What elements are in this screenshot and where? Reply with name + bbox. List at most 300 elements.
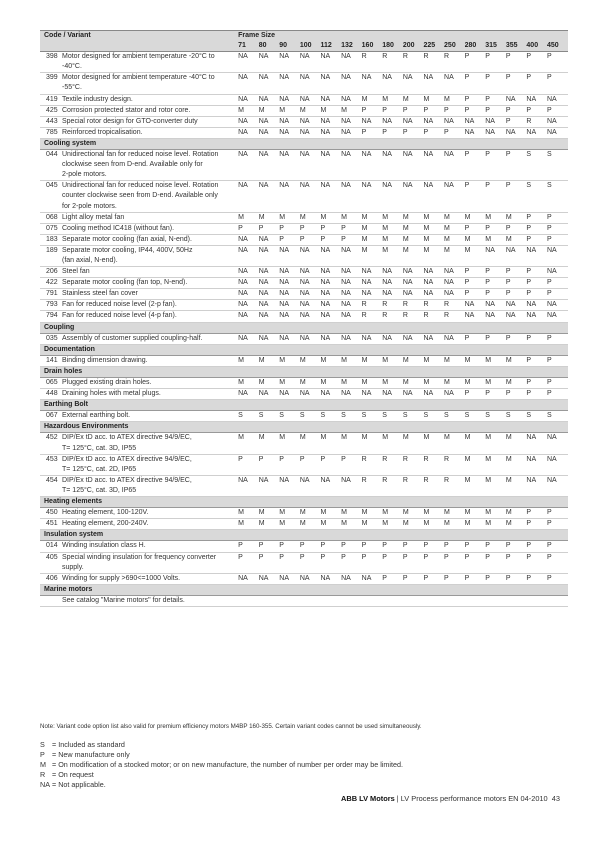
- table-row: [40, 94, 568, 105]
- availability-cell: [300, 486, 321, 497]
- availability-cell: P: [547, 333, 568, 344]
- availability-cell: S: [279, 411, 300, 422]
- availability-cell: [320, 563, 341, 574]
- availability-cell: P: [464, 53, 470, 61]
- variant-code: [40, 465, 62, 476]
- table-row: [40, 465, 568, 476]
- table-row: [40, 170, 568, 181]
- variant-description: Fan for reduced noise level (2-p fan).: [62, 300, 238, 311]
- availability-cell: [485, 256, 506, 267]
- availability-cell: [300, 202, 321, 213]
- section-row: [40, 497, 568, 508]
- variant-description: -40°C.: [62, 62, 238, 73]
- availability-cell: [526, 563, 547, 574]
- availability-cell: [320, 191, 341, 201]
- variant-code: [40, 170, 62, 181]
- availability-cell: NA: [444, 333, 465, 344]
- availability-cell: S: [300, 411, 321, 422]
- availability-cell: [279, 202, 300, 213]
- availability-cell: M: [362, 223, 383, 234]
- availability-cell: P: [547, 573, 568, 584]
- availability-cell: [403, 62, 424, 73]
- frame-size-80: 80: [259, 41, 280, 52]
- availability-cell: NA: [526, 300, 547, 311]
- availability-cell: P: [526, 289, 547, 300]
- availability-cell: M: [444, 246, 450, 254]
- availability-cell: [423, 465, 444, 476]
- availability-cell: [465, 486, 486, 497]
- availability-cell: M: [423, 94, 444, 105]
- availability-cell: [382, 256, 403, 267]
- availability-cell: NA: [300, 278, 321, 289]
- availability-cell: M: [403, 212, 424, 223]
- availability-cell: [320, 160, 341, 170]
- availability-cell: NA: [238, 151, 248, 159]
- availability-cell: NA: [423, 74, 434, 82]
- availability-cell: [547, 444, 568, 455]
- availability-cell: NA: [259, 94, 280, 105]
- table-row: [40, 223, 568, 234]
- availability-cell: M: [382, 94, 403, 105]
- section-row: [40, 366, 568, 377]
- table-row: [40, 541, 568, 552]
- availability-cell: P: [506, 278, 527, 289]
- availability-cell: P: [526, 519, 547, 530]
- availability-cell: P: [320, 455, 326, 463]
- availability-cell: P: [485, 573, 506, 584]
- availability-cell: R: [423, 476, 429, 484]
- availability-cell: [547, 486, 568, 497]
- table-row: [40, 116, 568, 127]
- frame-size-100: 100: [300, 41, 321, 52]
- availability-cell: P: [279, 455, 284, 463]
- availability-cell: [465, 256, 486, 267]
- availability-cell: P: [547, 378, 568, 389]
- table-row: [40, 311, 568, 322]
- availability-cell: NA: [300, 289, 321, 300]
- availability-cell: [444, 62, 465, 73]
- availability-cell: NA: [362, 333, 383, 344]
- variant-code: 399: [46, 74, 58, 82]
- variant-code: [40, 486, 62, 497]
- legend-key: M: [40, 760, 46, 769]
- variant-description: Winding insulation class H.: [62, 541, 238, 552]
- availability-cell: M: [465, 212, 486, 223]
- availability-cell: P: [279, 553, 284, 561]
- availability-cell: [465, 563, 486, 574]
- availability-cell: P: [526, 333, 547, 344]
- variant-description: T= 125°C, cat. 3D, IP55: [62, 444, 238, 455]
- availability-cell: NA: [258, 53, 269, 61]
- availability-cell: [423, 191, 444, 201]
- availability-cell: P: [402, 553, 408, 561]
- availability-cell: NA: [238, 246, 248, 254]
- section-title: Earthing Bolt: [40, 400, 568, 411]
- availability-cell: P: [547, 519, 568, 530]
- availability-cell: [547, 202, 568, 213]
- availability-cell: NA: [238, 333, 259, 344]
- availability-cell: NA: [547, 246, 557, 254]
- availability-cell: P: [238, 553, 243, 561]
- availability-cell: [423, 160, 444, 170]
- frame-size-450: 450: [547, 41, 568, 52]
- availability-cell: NA: [547, 455, 557, 463]
- frame-size-90: 90: [279, 41, 300, 52]
- availability-cell: NA: [320, 74, 331, 82]
- availability-cell: [526, 160, 547, 170]
- availability-cell: P: [547, 234, 568, 245]
- availability-cell: NA: [403, 289, 424, 300]
- availability-cell: [238, 465, 259, 476]
- variant-code-table: [40, 30, 568, 607]
- availability-cell: NA: [300, 267, 321, 278]
- availability-cell: [279, 160, 300, 170]
- availability-cell: NA: [506, 300, 527, 311]
- availability-cell: NA: [299, 182, 310, 190]
- availability-cell: [403, 465, 424, 476]
- availability-cell: M: [485, 378, 506, 389]
- availability-cell: NA: [485, 300, 506, 311]
- frame-size-header: Frame Size: [238, 31, 568, 42]
- availability-cell: NA: [258, 74, 269, 82]
- availability-cell: M: [341, 519, 362, 530]
- table-row: [40, 191, 568, 201]
- availability-cell: NA: [382, 151, 392, 159]
- availability-cell: NA: [465, 127, 486, 138]
- variant-code: 206: [40, 267, 62, 278]
- availability-cell: P: [547, 289, 568, 300]
- footer-title: LV Process performance motors EN 04-2010: [400, 794, 548, 803]
- availability-cell: P: [423, 553, 429, 561]
- variant-code: [40, 563, 62, 574]
- availability-cell: [238, 444, 259, 455]
- availability-cell: M: [238, 212, 259, 223]
- availability-cell: [341, 83, 362, 94]
- availability-cell: [362, 563, 383, 574]
- availability-cell: R: [423, 53, 429, 61]
- availability-cell: P: [464, 151, 470, 159]
- availability-cell: NA: [423, 278, 444, 289]
- availability-cell: P: [382, 127, 403, 138]
- availability-cell: P: [403, 105, 424, 116]
- availability-cell: NA: [444, 267, 465, 278]
- availability-cell: NA: [402, 182, 413, 190]
- availability-cell: P: [547, 105, 568, 116]
- availability-cell: R: [362, 300, 383, 311]
- availability-cell: M: [506, 212, 527, 223]
- availability-cell: [444, 191, 465, 201]
- page-footer: [341, 794, 560, 803]
- availability-cell: S: [362, 411, 383, 422]
- availability-cell: [382, 191, 403, 201]
- availability-cell: P: [465, 333, 486, 344]
- availability-cell: R: [423, 455, 429, 463]
- availability-cell: [320, 202, 341, 213]
- availability-cell: [485, 563, 506, 574]
- table-row: [40, 212, 568, 223]
- availability-cell: [341, 62, 362, 73]
- availability-cell: P: [300, 234, 321, 245]
- availability-cell: NA: [258, 476, 269, 484]
- availability-cell: S: [485, 411, 506, 422]
- availability-cell: P: [526, 553, 532, 561]
- availability-cell: M: [238, 355, 259, 366]
- variant-code: [40, 595, 62, 606]
- availability-cell: M: [279, 519, 300, 530]
- variant-description: -55°C.: [62, 83, 238, 94]
- availability-cell: P: [382, 553, 387, 561]
- variant-code: 422: [40, 278, 62, 289]
- table-row: [40, 475, 568, 486]
- availability-cell: [279, 563, 300, 574]
- availability-cell: M: [362, 212, 383, 223]
- availability-cell: NA: [300, 94, 321, 105]
- availability-cell: NA: [382, 116, 403, 127]
- variant-description: T= 125°C, cat. 3D, IP65: [62, 486, 238, 497]
- legend-text: = On request: [52, 770, 94, 779]
- availability-cell: [320, 465, 341, 476]
- availability-cell: [259, 191, 280, 201]
- availability-cell: NA: [444, 151, 454, 159]
- availability-cell: NA: [320, 311, 341, 322]
- table-row: [40, 150, 568, 161]
- table-row: [40, 300, 568, 311]
- availability-cell: [362, 170, 383, 181]
- frame-size-355: 355: [506, 41, 527, 52]
- availability-cell: NA: [526, 127, 547, 138]
- variant-code: 453: [46, 455, 58, 463]
- availability-cell: R: [423, 311, 444, 322]
- availability-cell: M: [423, 508, 444, 519]
- availability-cell: M: [506, 234, 527, 245]
- variant-code: 785: [40, 127, 62, 138]
- availability-cell: P: [547, 74, 552, 82]
- availability-cell: NA: [362, 573, 383, 584]
- variant-code: 044: [46, 151, 58, 159]
- table-row: [40, 52, 568, 63]
- availability-cell: M: [505, 455, 512, 463]
- availability-cell: P: [403, 573, 424, 584]
- availability-cell: S: [526, 182, 532, 190]
- availability-cell: [341, 202, 362, 213]
- variant-description: Textile industry design.: [62, 94, 238, 105]
- frame-size-280: 280: [465, 41, 486, 52]
- availability-cell: NA: [238, 300, 259, 311]
- availability-cell: NA: [526, 455, 537, 463]
- legend-key: P: [40, 750, 45, 759]
- availability-cell: P: [279, 541, 300, 552]
- variant-code: 425: [40, 105, 62, 116]
- availability-cell: M: [403, 519, 424, 530]
- availability-cell: [506, 563, 527, 574]
- section-row: [40, 584, 568, 595]
- availability-cell: NA: [341, 333, 362, 344]
- availability-cell: P: [485, 267, 506, 278]
- availability-cell: P: [505, 151, 511, 159]
- availability-cell: NA: [485, 116, 506, 127]
- availability-cell: M: [259, 519, 280, 530]
- availability-cell: S: [526, 151, 532, 159]
- table-row: [40, 256, 568, 267]
- frame-size-71: 71: [238, 41, 259, 52]
- availability-cell: [403, 444, 424, 455]
- availability-cell: [485, 486, 506, 497]
- variant-code: 183: [40, 234, 62, 245]
- availability-cell: [300, 256, 321, 267]
- variant-code: 068: [40, 212, 62, 223]
- availability-cell: P: [506, 289, 527, 300]
- availability-cell: NA: [238, 573, 259, 584]
- availability-cell: [465, 202, 486, 213]
- availability-cell: R: [382, 53, 388, 61]
- availability-cell: NA: [320, 267, 341, 278]
- availability-cell: [259, 160, 280, 170]
- availability-cell: P: [506, 116, 527, 127]
- availability-cell: NA: [341, 182, 351, 190]
- availability-cell: M: [505, 476, 512, 484]
- variant-code: 067: [40, 411, 62, 422]
- availability-cell: NA: [299, 74, 310, 82]
- availability-cell: [423, 202, 444, 213]
- availability-cell: [465, 595, 486, 606]
- availability-cell: M: [423, 355, 444, 366]
- availability-cell: NA: [341, 278, 362, 289]
- availability-cell: NA: [402, 151, 413, 159]
- availability-cell: [506, 486, 527, 497]
- availability-cell: NA: [444, 182, 454, 190]
- availability-cell: NA: [299, 246, 310, 254]
- legend-text: = Included as standard: [52, 740, 125, 749]
- variant-description: Plugged existing drain holes.: [62, 378, 238, 389]
- availability-cell: P: [506, 389, 527, 400]
- availability-cell: [382, 486, 403, 497]
- frame-size-112: 112: [320, 41, 341, 52]
- availability-cell: M: [444, 378, 465, 389]
- availability-cell: R: [361, 455, 367, 463]
- availability-cell: P: [464, 182, 470, 190]
- table-row: [40, 83, 568, 94]
- availability-cell: M: [444, 355, 465, 366]
- variant-description: counter clockwise seen from D-end. Available only: [62, 192, 218, 200]
- availability-cell: P: [341, 455, 346, 463]
- availability-cell: [362, 595, 383, 606]
- variant-description: (fan axial, N-end).: [62, 256, 238, 267]
- availability-cell: P: [423, 105, 444, 116]
- availability-cell: [547, 170, 568, 181]
- table-row: [40, 202, 568, 213]
- availability-cell: M: [485, 508, 506, 519]
- availability-cell: [485, 202, 506, 213]
- availability-cell: P: [341, 541, 362, 552]
- variant-code: [40, 62, 62, 73]
- availability-cell: S: [238, 411, 259, 422]
- frame-size-132: 132: [341, 41, 362, 52]
- table-row: [40, 508, 568, 519]
- availability-cell: M: [505, 434, 512, 442]
- availability-cell: NA: [279, 476, 290, 484]
- availability-cell: [279, 256, 300, 267]
- availability-cell: [300, 170, 321, 181]
- availability-cell: NA: [402, 74, 413, 82]
- availability-cell: NA: [320, 127, 341, 138]
- frame-size-numbers-row: [40, 41, 568, 52]
- availability-cell: NA: [444, 116, 465, 127]
- availability-cell: P: [547, 278, 568, 289]
- availability-cell: NA: [382, 267, 403, 278]
- availability-cell: R: [402, 53, 408, 61]
- availability-cell: [300, 83, 321, 94]
- availability-cell: P: [526, 508, 547, 519]
- availability-cell: NA: [279, 300, 300, 311]
- availability-cell: M: [485, 476, 492, 484]
- availability-cell: NA: [300, 311, 321, 322]
- availability-cell: NA: [300, 300, 321, 311]
- availability-cell: [485, 160, 506, 170]
- availability-cell: NA: [238, 311, 259, 322]
- availability-cell: [320, 256, 341, 267]
- availability-cell: P: [465, 541, 486, 552]
- availability-cell: M: [382, 223, 403, 234]
- availability-cell: [238, 256, 259, 267]
- availability-cell: NA: [382, 289, 403, 300]
- availability-cell: P: [506, 573, 527, 584]
- availability-cell: [465, 160, 486, 170]
- availability-cell: [238, 595, 259, 606]
- availability-cell: NA: [423, 389, 444, 400]
- availability-cell: P: [279, 234, 300, 245]
- section-title: Cooling system: [40, 138, 568, 149]
- availability-cell: [362, 83, 383, 94]
- section-title: Marine motors: [40, 584, 568, 595]
- variant-code: 406: [40, 573, 62, 584]
- availability-cell: P: [505, 182, 511, 190]
- availability-cell: NA: [526, 246, 537, 254]
- availability-cell: P: [547, 389, 568, 400]
- availability-cell: M: [485, 519, 506, 530]
- availability-cell: [259, 202, 280, 213]
- availability-cell: [506, 62, 527, 73]
- legend-item: [40, 760, 403, 770]
- availability-cell: M: [279, 212, 300, 223]
- availability-cell: [362, 444, 383, 455]
- variant-description: clockwise seen from D-end. Available only for: [62, 161, 203, 169]
- availability-cell: M: [465, 519, 486, 530]
- availability-cell: NA: [320, 476, 331, 484]
- availability-cell: P: [341, 234, 362, 245]
- availability-cell: R: [382, 455, 388, 463]
- variant-description: See catalog "Marine motors" for details.: [62, 595, 238, 606]
- availability-cell: R: [382, 311, 403, 322]
- availability-cell: P: [505, 553, 511, 561]
- availability-cell: [382, 202, 403, 213]
- availability-cell: NA: [279, 94, 300, 105]
- variant-description: DIP/Ex tD acc. to ATEX directive 94/9/EC,: [62, 476, 192, 484]
- availability-cell: M: [423, 378, 444, 389]
- availability-cell: NA: [259, 267, 280, 278]
- availability-cell: [382, 62, 403, 73]
- availability-cell: M: [238, 508, 259, 519]
- availability-cell: NA: [259, 234, 280, 245]
- availability-cell: NA: [341, 127, 362, 138]
- availability-cell: M: [279, 508, 300, 519]
- section-title: Insulation system: [40, 530, 568, 541]
- table-row: [40, 267, 568, 278]
- table-row: [40, 444, 568, 455]
- availability-cell: P: [465, 389, 486, 400]
- availability-cell: M: [423, 223, 444, 234]
- availability-cell: P: [423, 127, 444, 138]
- availability-cell: [362, 486, 383, 497]
